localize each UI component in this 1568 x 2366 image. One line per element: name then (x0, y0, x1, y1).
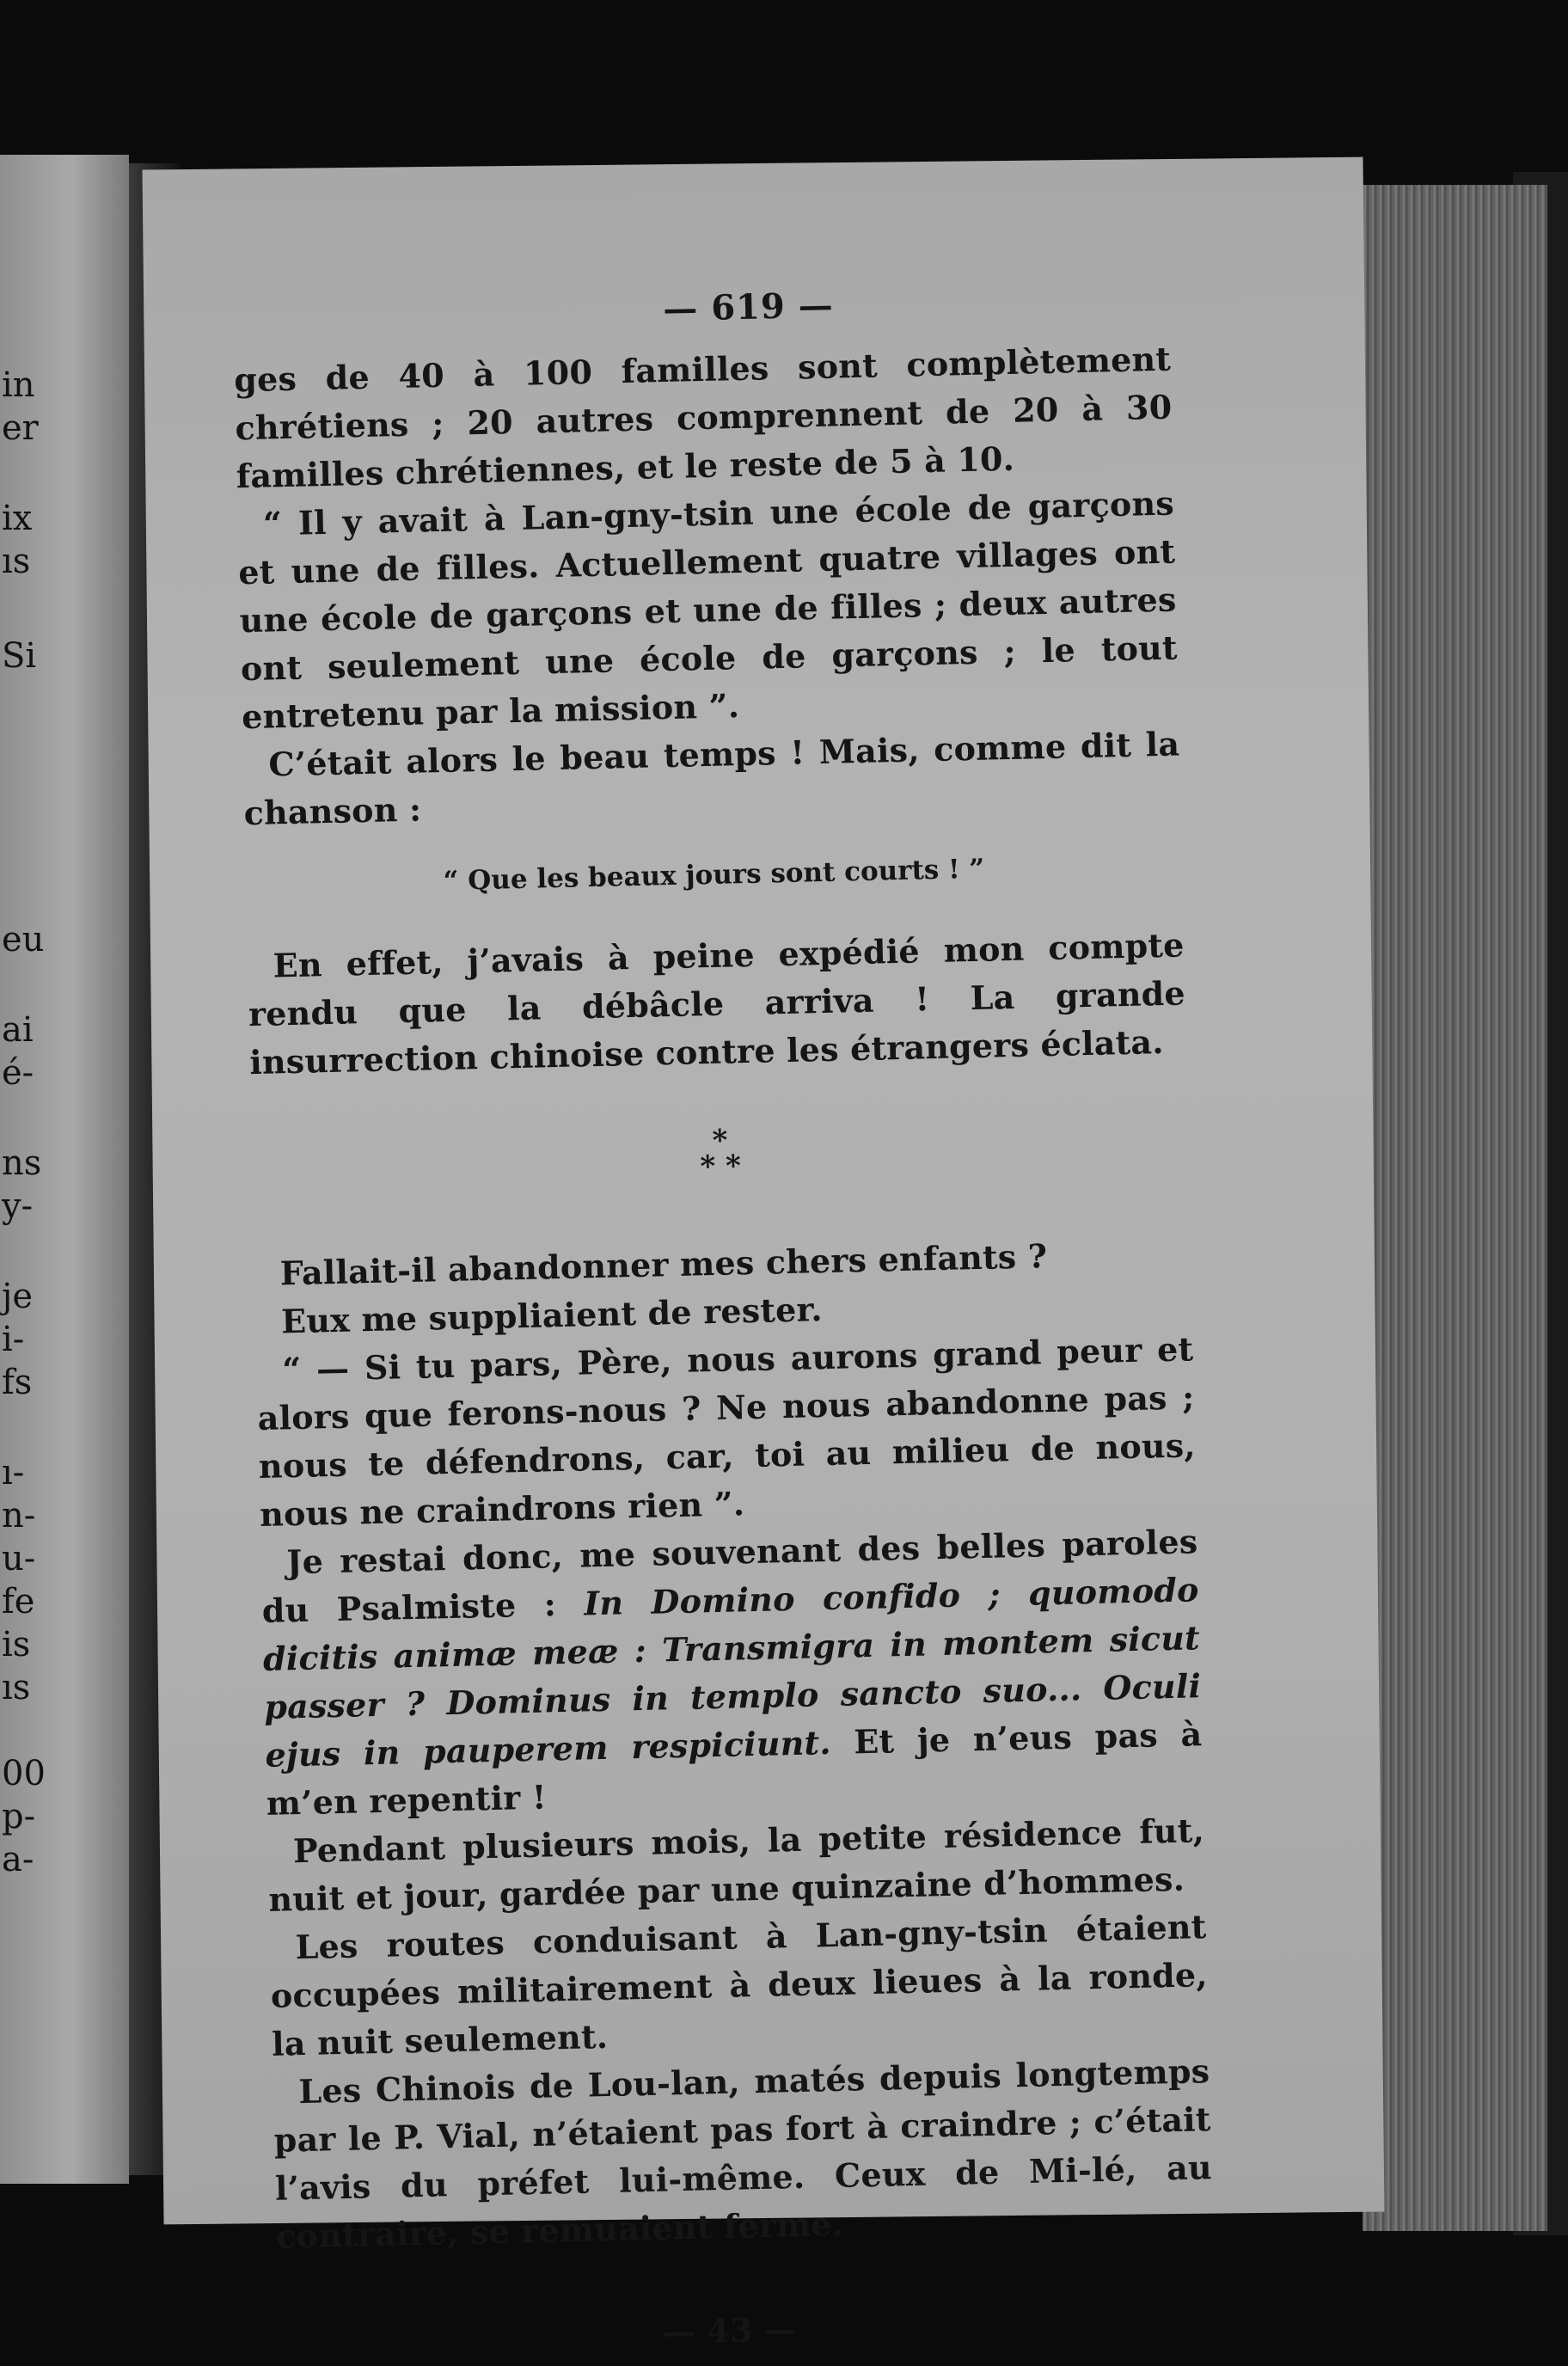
asterism (251, 1117, 1189, 1190)
left-page-fragment: fe (2, 1582, 35, 1621)
left-page-fragment: ıs (2, 542, 31, 581)
page-text-block (232, 278, 1216, 2360)
left-page-fragment: p- (2, 1797, 36, 1836)
paragraph: Les Chinois de Lou-lan, matés depuis longtemps par le P. Vial, n’étaient pas fort à craindre ; c’était l’avis du préfet lui-même. Ceux de Mi-lé, au contraire, se remuaient ferme. (273, 2051, 1213, 2256)
left-page-fragment: y- (2, 1186, 34, 1226)
left-page-fragment: n- (2, 1496, 36, 1535)
left-page-fragment: Si (2, 636, 37, 676)
paragraph: ges de 40 à 100 familles sont complètement chrétiens ; 20 autres comprennent de 20 à 30 familles chrétiennes, et le reste de 5 à 10. (233, 339, 1173, 496)
asterism-top: * (712, 1123, 728, 1158)
left-page-fragment: eu (2, 920, 45, 959)
left-page-fragment: i- (2, 1320, 25, 1359)
left-page-fragment: in (2, 365, 35, 405)
left-page-fragment: u- (2, 1539, 36, 1578)
paragraph: Les routes conduisant à Lan-gny-tsin étaient occupées militairement à deux lieues à la ronde, la nuit seulement. (270, 1907, 1209, 2063)
left-page-fragment: é- (2, 1053, 34, 1093)
paragraph: En effet, j’avais à peine expédié mon compte rendu que la débâcle arriva ! La grande insurrection chinoise contre les étrangers éclata. (248, 925, 1186, 1082)
page-fore-edge (1363, 185, 1547, 2231)
signature-number: — 43 — (662, 2309, 798, 2351)
latin-psalm-quote: In Domino confido ; quomodo dicitis animæ meæ : Transmigra in montem sicut passer ? Dominus in templo sancto suo... Oculi ejus in pauperem respiciunt. (262, 1570, 1202, 1774)
left-page-fragment: ai (2, 1010, 34, 1050)
paragraph: “ — Si tu pars, Père, nous aurons grand peur et alors que ferons-nous ? Ne nous abandonne pas ; nous te défendrons, car, toi au milieu de nous, nous ne craindrons rien ”. (257, 1329, 1197, 1534)
paragraph-psalmist (260, 1517, 1204, 1828)
paragraph: “ Il y avait à Lan-gny-tsin une école de garçons et une de filles. Actuellement quatre villages ont une école de garçons et une de filles ; deux autres ont seulement une école de garçons ; le tout entretenu par la mission ”. (237, 483, 1179, 737)
left-page-fragment: je (2, 1277, 34, 1316)
asterism-bottom: * * (700, 1149, 742, 1185)
song-quote: “ Que les beaux jours sont courts ! ” (443, 853, 985, 897)
left-page-fragment: ix (2, 499, 33, 538)
paragraph: Fallait-il abandonner mes chers enfants ? (279, 1236, 1048, 1293)
left-page-fragment: a- (2, 1840, 34, 1879)
paragraph: C’était alors le beau temps ! Mais, comme dit la chanson : (243, 724, 1180, 833)
left-page-fragment: is (2, 1625, 31, 1664)
left-page-fragment: er (2, 408, 39, 448)
left-page-fragment: fs (2, 1363, 33, 1402)
paragraph: Eux me suppliaient de rester. (280, 1290, 824, 1341)
left-facing-page (0, 155, 129, 2184)
paragraph-text: Et je n’eus pas à m’en repentir ! (266, 1714, 1203, 1823)
page-number: — 619 — (662, 285, 835, 329)
left-page-fragment: ı- (2, 1453, 25, 1493)
paragraph-text: Je restai donc, me souvenant des belles paroles du Psalmiste : (261, 1522, 1198, 1630)
left-page-fragment: ıs (2, 1668, 31, 1707)
left-page-fragment: 00 (2, 1754, 46, 1793)
paragraph: Pendant plusieurs mois, la petite résidence fut, nuit et jour, gardée par une quinzaine d’hommes. (267, 1811, 1205, 1919)
left-page-fragment: ns (2, 1143, 42, 1183)
